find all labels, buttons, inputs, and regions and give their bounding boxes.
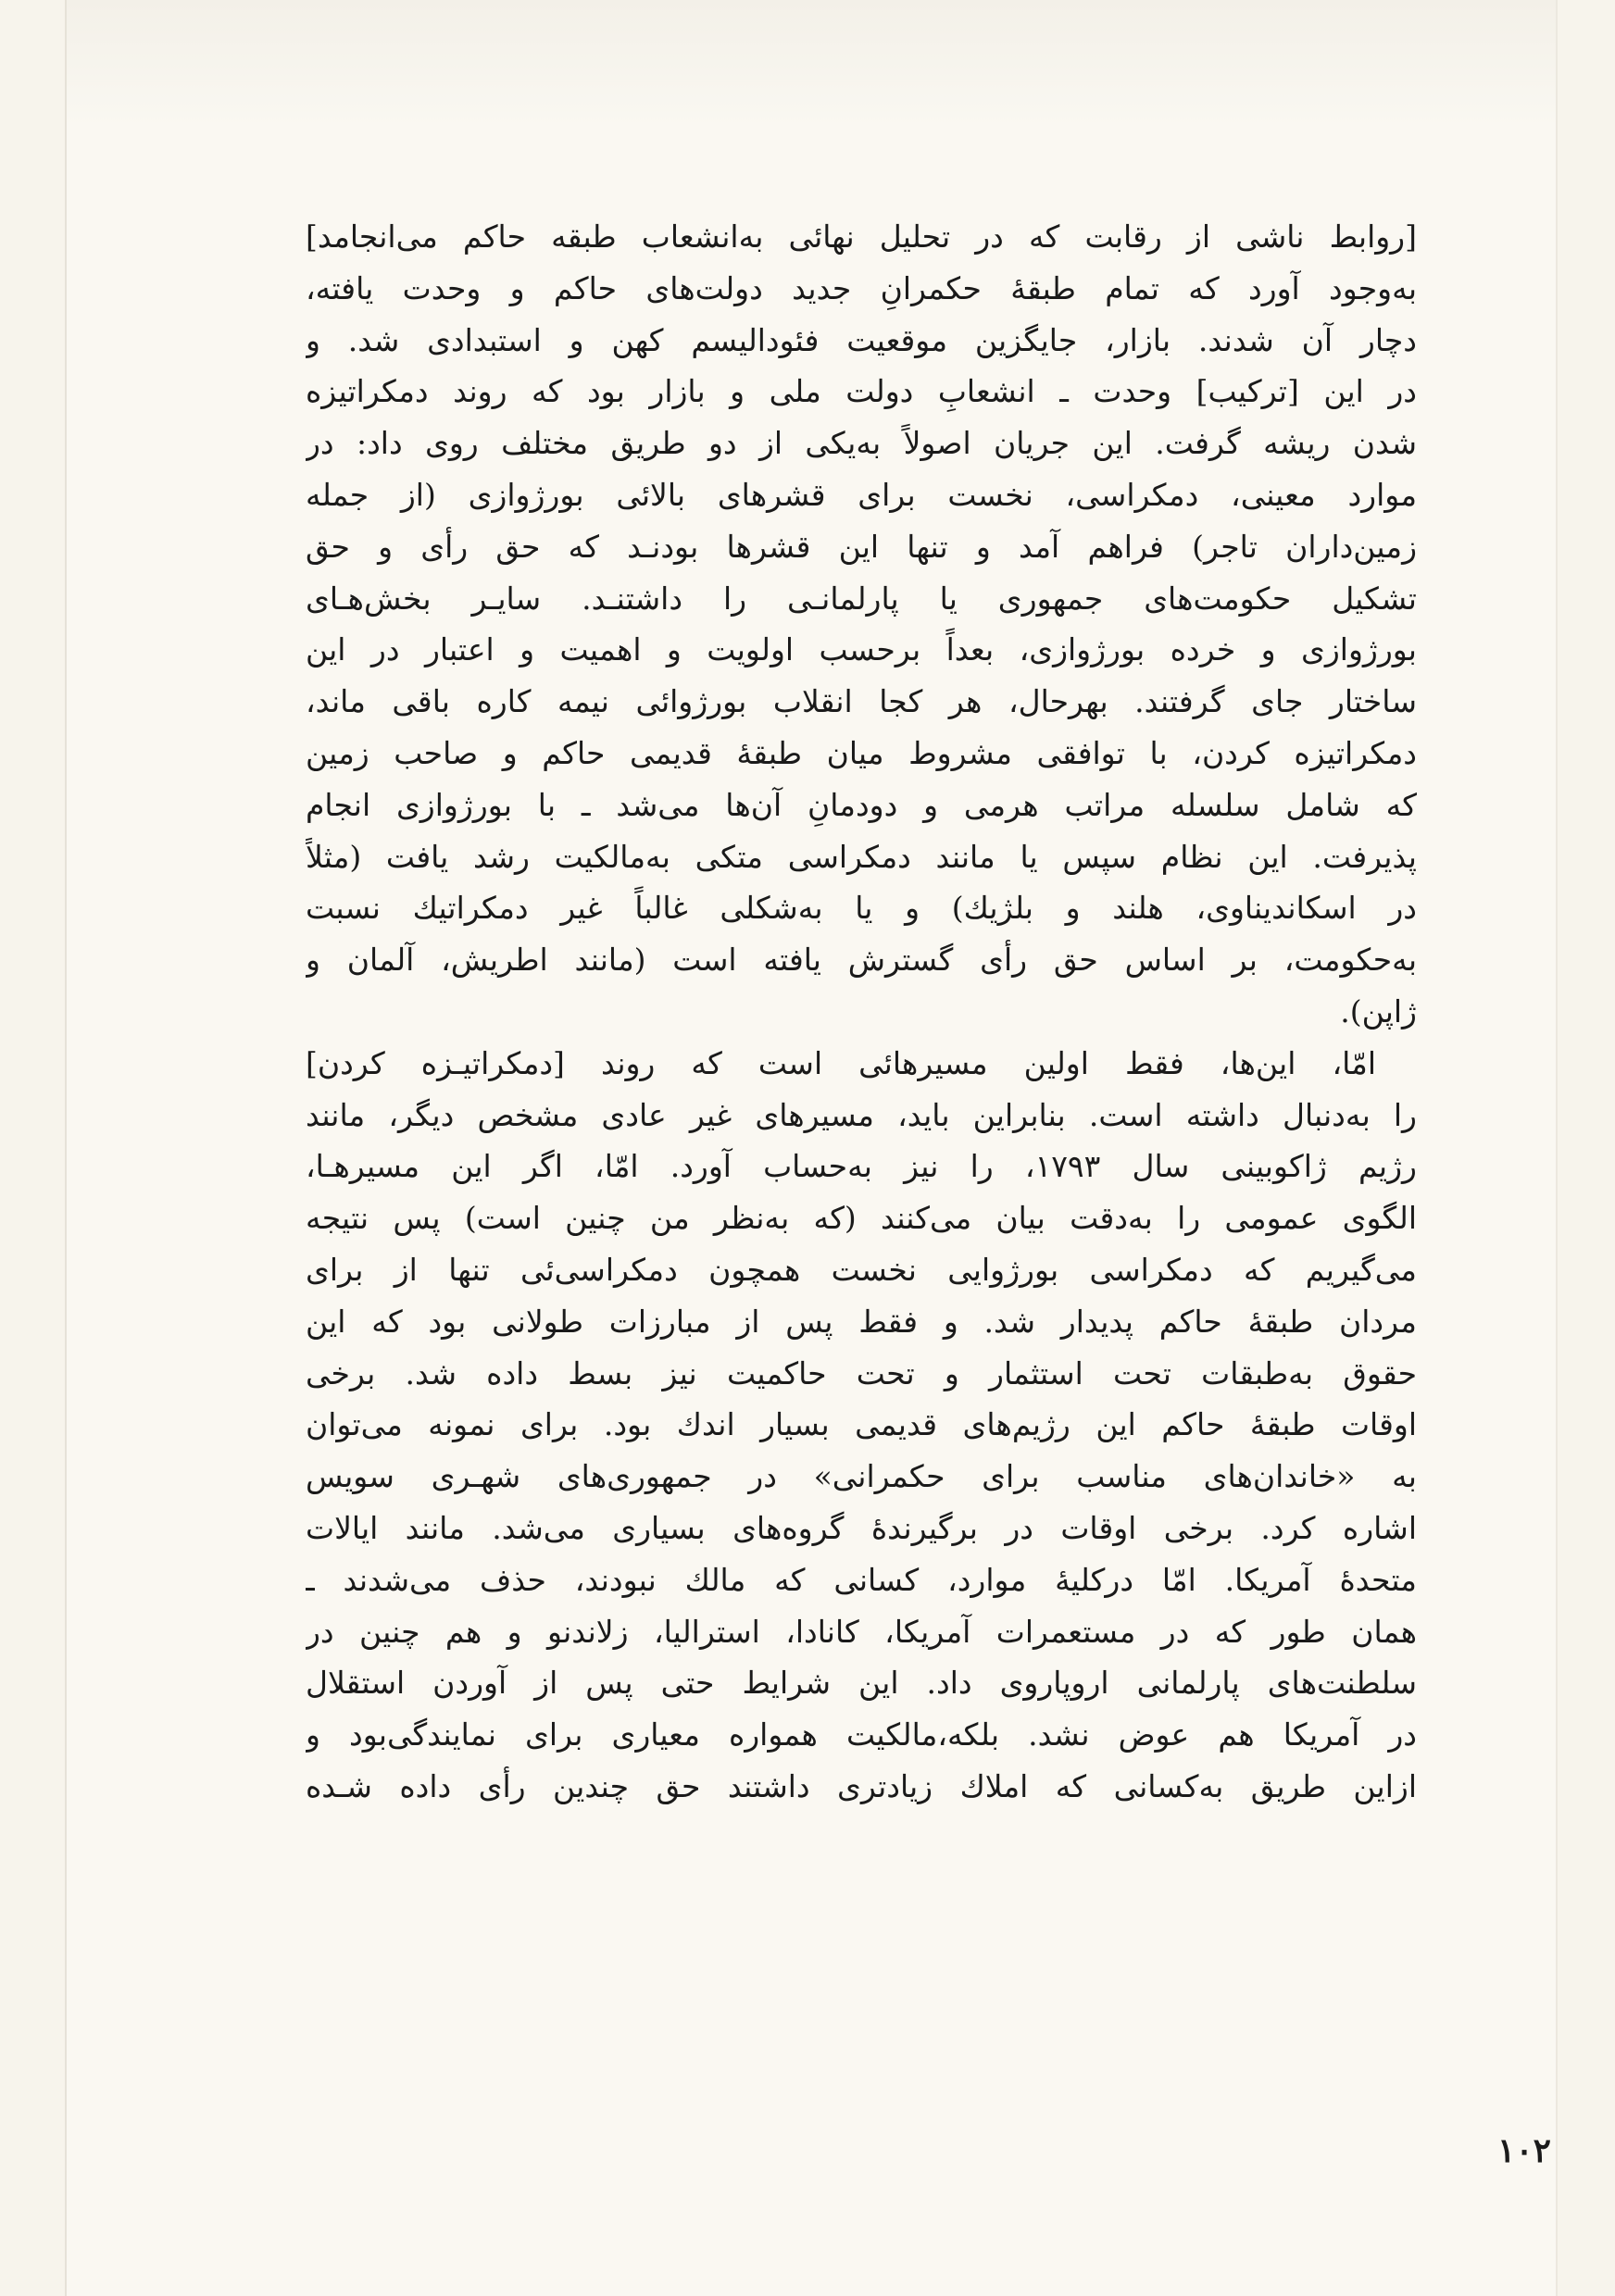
text-line: رژیم ژاکوبینی سال ۱۷۹۳، را نیز به‌حساب آورد. امّا، اگر این مسیرهـا، (306, 1148, 1417, 1185)
paragraph-start-line: امّا، این‌ها، فقط اولین مسیرهائی است که روند [دمکراتیـزه کردن] (306, 1044, 1376, 1081)
text-line: می‌گیریم که دمکراسی بورژوایی نخست همچون دمکراسی‌ئی تنها از برای (306, 1251, 1417, 1288)
page-edge-left (65, 0, 67, 2296)
text-line: در این [ترکیب] وحدت ـ انشعابِ دولت ملی و بازار بود که روند دمکراتیزه (306, 373, 1417, 410)
page-edge-right (1556, 0, 1558, 2296)
text-line: شدن ریشه گرفت. این جریان اصولاً به‌یکی از دو طریق مختلف روی داد: در (306, 425, 1417, 462)
text-line: [روابط ناشی از رقابت که در تحلیل نهائی به‌انشعاب طبقه حاکم می‌انجامد] (306, 218, 1417, 255)
text-line: ازاین طریق به‌کسانی که املاك زیادتری داشتند حق چندین رأی داده شـده (306, 1767, 1417, 1804)
page-number: ۱۰۲ (1496, 2131, 1551, 2170)
text-line: ساختار جای گرفتند. بهرحال، هر کجا انقلاب بورژوائی نیمه کاره باقی ماند، (306, 683, 1417, 720)
text-line: پذیرفت. این نظام سپس یا مانند دمکراسی متکی به‌مالکیت رشد یافت (مثلاً (306, 838, 1417, 875)
text-line: مردان طبقهٔ حاکم پدیدار شد. و فقط پس از مبارزات طولانی بود که این (306, 1303, 1417, 1340)
text-line: به‌وجود آورد که تمام طبقهٔ حکمرانِ جدید دولت‌های حاکم و وحدت یافته، (306, 269, 1417, 306)
text-line: به‌حکومت، بر اساس حق رأی گسترش یافته است (مانند اطریش، آلمان و (306, 942, 1417, 979)
text-line: بورژوازی و خرده بورژوازی، بعداً برحسب اولویت و اهمیت و اعتبار در این (306, 631, 1417, 668)
text-line: دچار آن شدند. بازار، جایگزین موقعیت فئودالیسم کهن و استبدادی شد. و (306, 321, 1417, 358)
body-text (306, 211, 1417, 1813)
text-line: حقوق به‌طبقات تحت استثمار و تحت حاکمیت نیز بسط داده شد. برخی (306, 1354, 1417, 1391)
text-line: زمین‌داران تاجر) فراهم آمد و تنها این قشرها بودنـد که حق رأی و حق (306, 528, 1417, 565)
text-line: تشکیل حکومت‌های جمهوری یا پارلمانـی را داشتنـد. سایـر بخش‌هـای (306, 580, 1417, 617)
text-line: همان طور که در مستعمرات آمریکا، کانادا، استرالیا، زلاندنو و هم چنین در (306, 1613, 1417, 1650)
text-line: به «خاندان‌های مناسب برای حکمرانی» در جمهوری‌های شهـری سویس (306, 1458, 1417, 1495)
text-line: اوقات طبقهٔ حاکم این رژیم‌های قدیمی بسیار اندك بود. برای نمونه می‌توان (306, 1406, 1417, 1443)
text-line: در اسکاندیناوی، هلند و بلژیك) و یا به‌شکلی غالباً غیر دمکراتیك نسبت (306, 890, 1417, 927)
text-line: اشاره کرد. برخی اوقات در برگیرندهٔ گروه‌های بسیاری می‌شد. مانند ایالات (306, 1509, 1417, 1546)
text-line: الگوی عمومی را به‌دقت بیان می‌کنند (که به‌نظر من چنین است) پس نتیجه (306, 1200, 1417, 1237)
text-line: در آمریکا هم عوض نشد. بلکه،مالکیت همواره معیاری برای نمایندگی‌بود و (306, 1716, 1417, 1753)
text-line: که شامل سلسله مراتب هرمی و دودمانِ آن‌ها می‌شد ـ با بورژوازی انجام (306, 786, 1417, 823)
text-line: سلطنت‌های پارلمانی اروپاروی داد. این شرایط حتی پس از آوردن استقلال (306, 1665, 1417, 1702)
text-line: را به‌دنبال داشته است. بنابراین باید، مسیرهای غیر عادی مشخص دیگر، مانند (306, 1096, 1417, 1133)
text-line: متحدهٔ آمریکا. امّا درکلیهٔ موارد، کسانی که مالك نبودند، حذف می‌شدند ـ (306, 1561, 1417, 1598)
paragraph-end-line: ژاپن). (1340, 992, 1417, 1029)
text-line: موارد معینی، دمکراسی، نخست برای قشرهای بالائی بورژوازی (از جمله (306, 476, 1417, 513)
text-line: دمکراتیزه کردن، با توافقی مشروط میان طبقهٔ قدیمی حاکم و صاحب زمین (306, 734, 1417, 771)
